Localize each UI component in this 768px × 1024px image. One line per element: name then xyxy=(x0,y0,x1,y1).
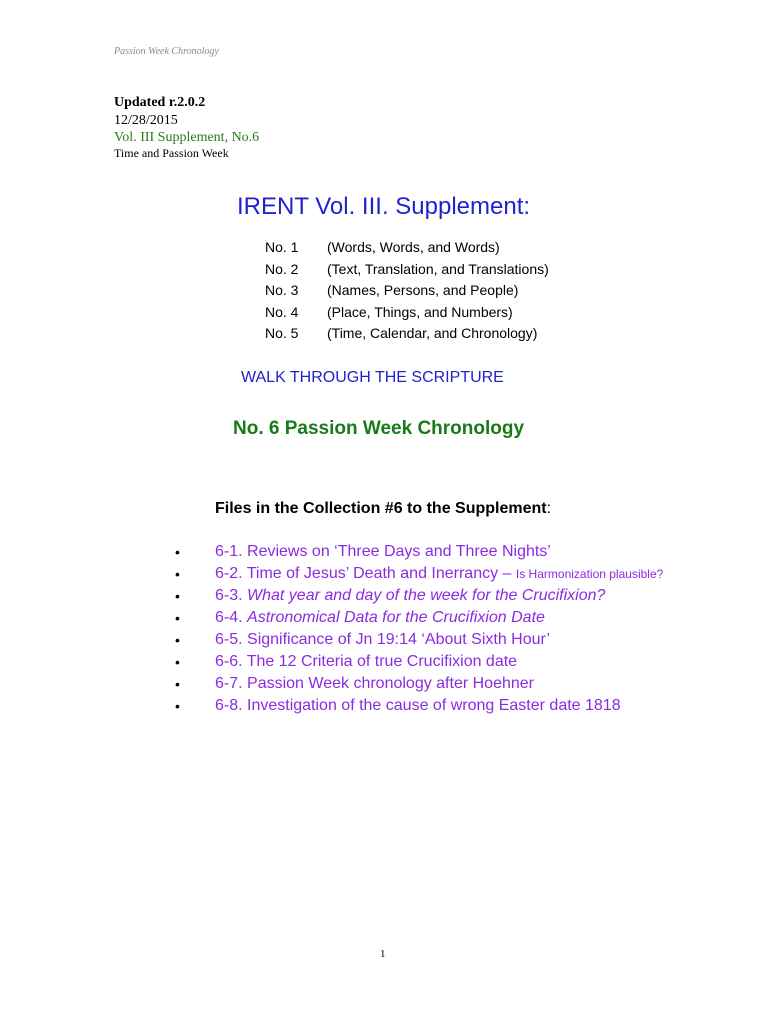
update-date: 12/28/2015 xyxy=(114,113,178,128)
bullet: • xyxy=(175,654,180,670)
supplement-list xyxy=(265,237,549,345)
bullet: • xyxy=(175,544,180,560)
supplement-description: (Time, Calendar, and Chronology) xyxy=(327,325,538,342)
file-link-subtext[interactable]: Is Harmonization plausible? xyxy=(515,567,664,581)
running-header: Passion Week Chronology xyxy=(114,46,219,57)
supplement-description: (Words, Words, and Words) xyxy=(327,239,500,255)
file-link-text[interactable]: 6-7. Passion Week chronology after Hoehner xyxy=(215,675,534,692)
file-link-text[interactable]: 6-3. xyxy=(215,587,248,604)
file-link-text[interactable]: 6-4. xyxy=(215,609,248,626)
document-meta xyxy=(114,94,259,161)
chronology-title: No. 6 Passion Week Chronology xyxy=(233,418,525,439)
page-number: 1 xyxy=(380,948,386,960)
supplement-number: No. 4 xyxy=(265,303,299,320)
volume-label: Vol. III Supplement, No.6 xyxy=(114,130,260,145)
file-link-6-5[interactable] xyxy=(175,629,735,651)
walk-heading: WALK THROUGH THE SCRIPTURE xyxy=(241,369,504,386)
file-link-6-1[interactable] xyxy=(175,541,735,563)
files-heading-colon: : xyxy=(546,500,552,517)
file-link-6-2[interactable] xyxy=(175,563,735,585)
supplement-item xyxy=(265,237,549,259)
supplement-item xyxy=(265,280,549,302)
document-subtitle: Time and Passion Week xyxy=(114,146,229,160)
file-link-6-4[interactable] xyxy=(175,607,735,629)
supplement-number: No. 2 xyxy=(265,260,299,277)
bullet: • xyxy=(175,698,180,714)
file-link-text[interactable]: 6-1. Reviews on ‘Three Days and Three Nights’ xyxy=(215,543,551,560)
file-link-text[interactable]: 6-8. Investigation of the cause of wrong Easter date 1818 xyxy=(215,697,621,714)
bullet: • xyxy=(175,610,180,626)
file-link-text[interactable]: 6-2. Time of Jesus’ Death and Inerrancy – xyxy=(215,565,516,582)
file-link-text[interactable]: 6-6. The 12 Criteria of true Crucifixion date xyxy=(215,653,518,670)
supplement-item xyxy=(265,259,549,281)
supplement-number: No. 3 xyxy=(265,282,299,299)
file-link-6-7[interactable] xyxy=(175,673,735,695)
supplement-description: (Names, Persons, and People) xyxy=(327,282,519,299)
supplement-description: (Place, Things, and Numbers) xyxy=(327,303,513,320)
file-link-6-6[interactable] xyxy=(175,651,735,673)
supplement-description: (Text, Translation, and Translations) xyxy=(327,260,549,277)
update-version: Updated r.2.0.2 xyxy=(114,95,206,110)
bullet: • xyxy=(175,632,180,648)
file-link-6-8[interactable] xyxy=(175,695,735,717)
file-link-italic-text[interactable]: What year and day of the week for the Crucifixion? xyxy=(247,587,606,604)
bullet: • xyxy=(175,588,180,604)
supplement-number: No. 5 xyxy=(265,325,299,342)
supplement-number: No. 1 xyxy=(265,239,299,255)
document-title: IRENT Vol. III. Supplement: xyxy=(237,193,531,220)
file-link-text[interactable]: 6-5. Significance of Jn 19:14 ‘About Sixth Hour’ xyxy=(215,631,551,648)
file-link-6-3[interactable] xyxy=(175,585,735,607)
files-heading xyxy=(215,500,551,518)
supplement-item xyxy=(265,323,549,345)
supplement-item xyxy=(265,302,549,324)
file-list xyxy=(175,541,735,717)
bullet: • xyxy=(175,676,180,692)
file-link-italic-text[interactable]: Astronomical Data for the Crucifixion Date xyxy=(247,609,545,626)
files-heading-text: Files in the Collection #6 to the Supplement xyxy=(215,500,547,517)
bullet: • xyxy=(175,566,180,582)
